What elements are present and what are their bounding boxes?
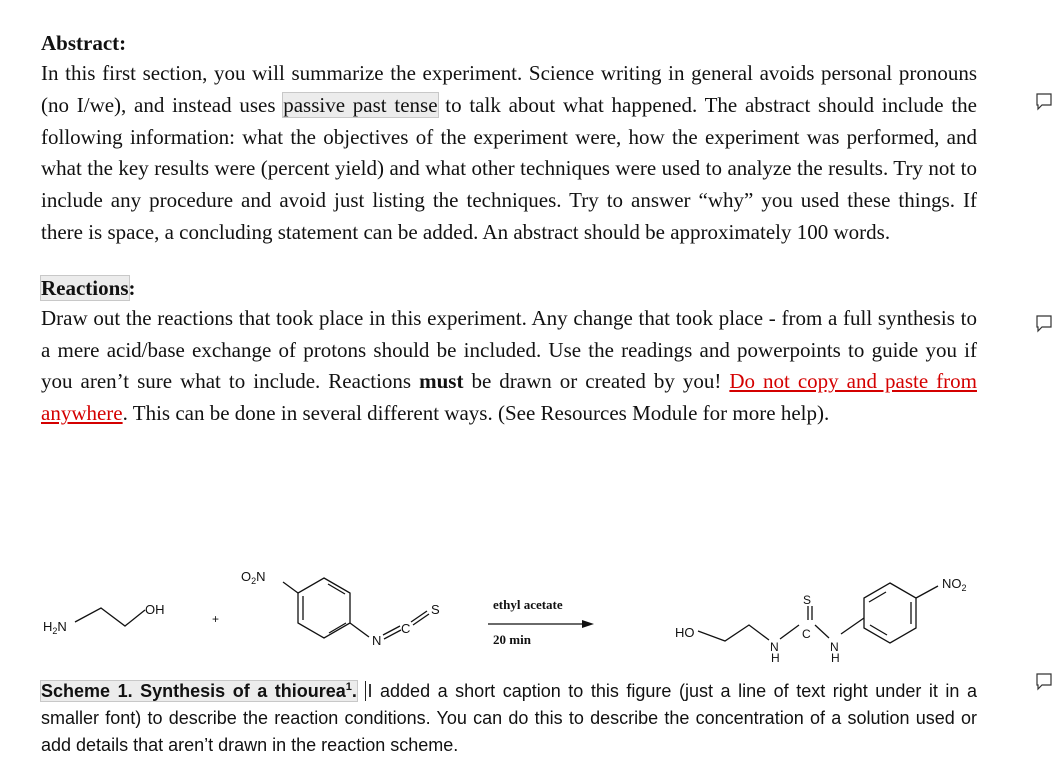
reactions-paragraph[interactable]	[41, 303, 977, 430]
abstract-paragraph[interactable]	[41, 58, 977, 249]
o2n-label: $O_2N$	[241, 569, 266, 586]
plus-sign: +	[212, 612, 220, 626]
ethanolamine-bonds	[75, 608, 145, 626]
reaction-scheme	[41, 562, 977, 670]
caption-superscript: 1	[345, 681, 352, 693]
caption-text: I added a short caption to this figure (just a line of text right under it in a smaller font) to describe the reaction conditions. You can do this to describe the concentration of a solution used or add details that aren’t drawn in the reaction scheme.	[41, 681, 977, 755]
reactions-heading	[41, 273, 977, 303]
product-h2-label: H	[831, 651, 840, 665]
reactions-text-2: be drawn or created by you!	[463, 369, 730, 394]
reactions-must: must	[419, 369, 464, 394]
ncs-s-label: S	[431, 602, 440, 617]
document-body	[41, 28, 977, 430]
ho-label: HO	[675, 625, 695, 640]
h2n-label: $H_2N$	[43, 619, 67, 636]
benzene-ring-right	[864, 583, 916, 643]
reagent-label: ethyl acetate	[493, 597, 563, 612]
time-label: 20 min	[493, 632, 531, 647]
product-chain-bonds	[698, 625, 769, 641]
ncs-c-label: C	[401, 621, 411, 636]
caption-bold-title[interactable]: Scheme 1. Synthesis of a thiourea$^1$.	[41, 681, 357, 701]
product-h1-label: H	[771, 651, 780, 665]
comment-icon[interactable]	[1036, 673, 1052, 691]
scheme-caption[interactable]	[41, 674, 977, 759]
reactions-heading-colon: :	[128, 275, 136, 300]
ncs-n-label: N	[372, 633, 382, 648]
reactions-text-1: Draw out the reactions that took place in this experiment. Any change that took place - from a full synthesis to a mere acid/base exchange of protons should be included. Use the readings and powerpoints to guide you if you aren’t sure what to include. Reactions	[41, 305, 977, 394]
comment-highlight-reactions[interactable]: Reactions	[41, 275, 129, 300]
product-n1-label: N	[770, 640, 779, 654]
reactions-text-3: . This can be done in several different ways. (See Resources Module for more help).	[122, 401, 830, 426]
abstract-text-1: In this first section, you will summarize the experiment. Science writing in general avoids personal pronouns (no I/we), and instead uses	[41, 61, 977, 117]
abstract-text-2: to talk about what happened. The abstract should include the following information: what the objectives of the experiment were, how the experiment was performed, and what the key results were (percent yield) and what other techniques were used to analyze the results. Try not to include any procedure and avoid just listing the techniques. Try to answer “why” you used these things. If there is space, a concluding statement can be added. An abstract should be approximately 100 words.	[41, 92, 977, 244]
product-n2-label: N	[830, 640, 839, 654]
abstract-heading: Abstract:	[41, 31, 127, 55]
no2-label: $NO_2$	[942, 576, 967, 593]
product-c-label: C	[802, 627, 811, 641]
warning-red-text: Do not copy and paste from anywhere	[41, 369, 977, 426]
product-s-label: S	[803, 593, 812, 607]
benzene-ring-left	[298, 578, 350, 638]
oh-label: OH	[145, 602, 165, 617]
comment-icon[interactable]	[1036, 93, 1052, 111]
comment-icon[interactable]	[1036, 315, 1052, 333]
comment-highlight-passive[interactable]: passive past tense	[283, 92, 438, 117]
